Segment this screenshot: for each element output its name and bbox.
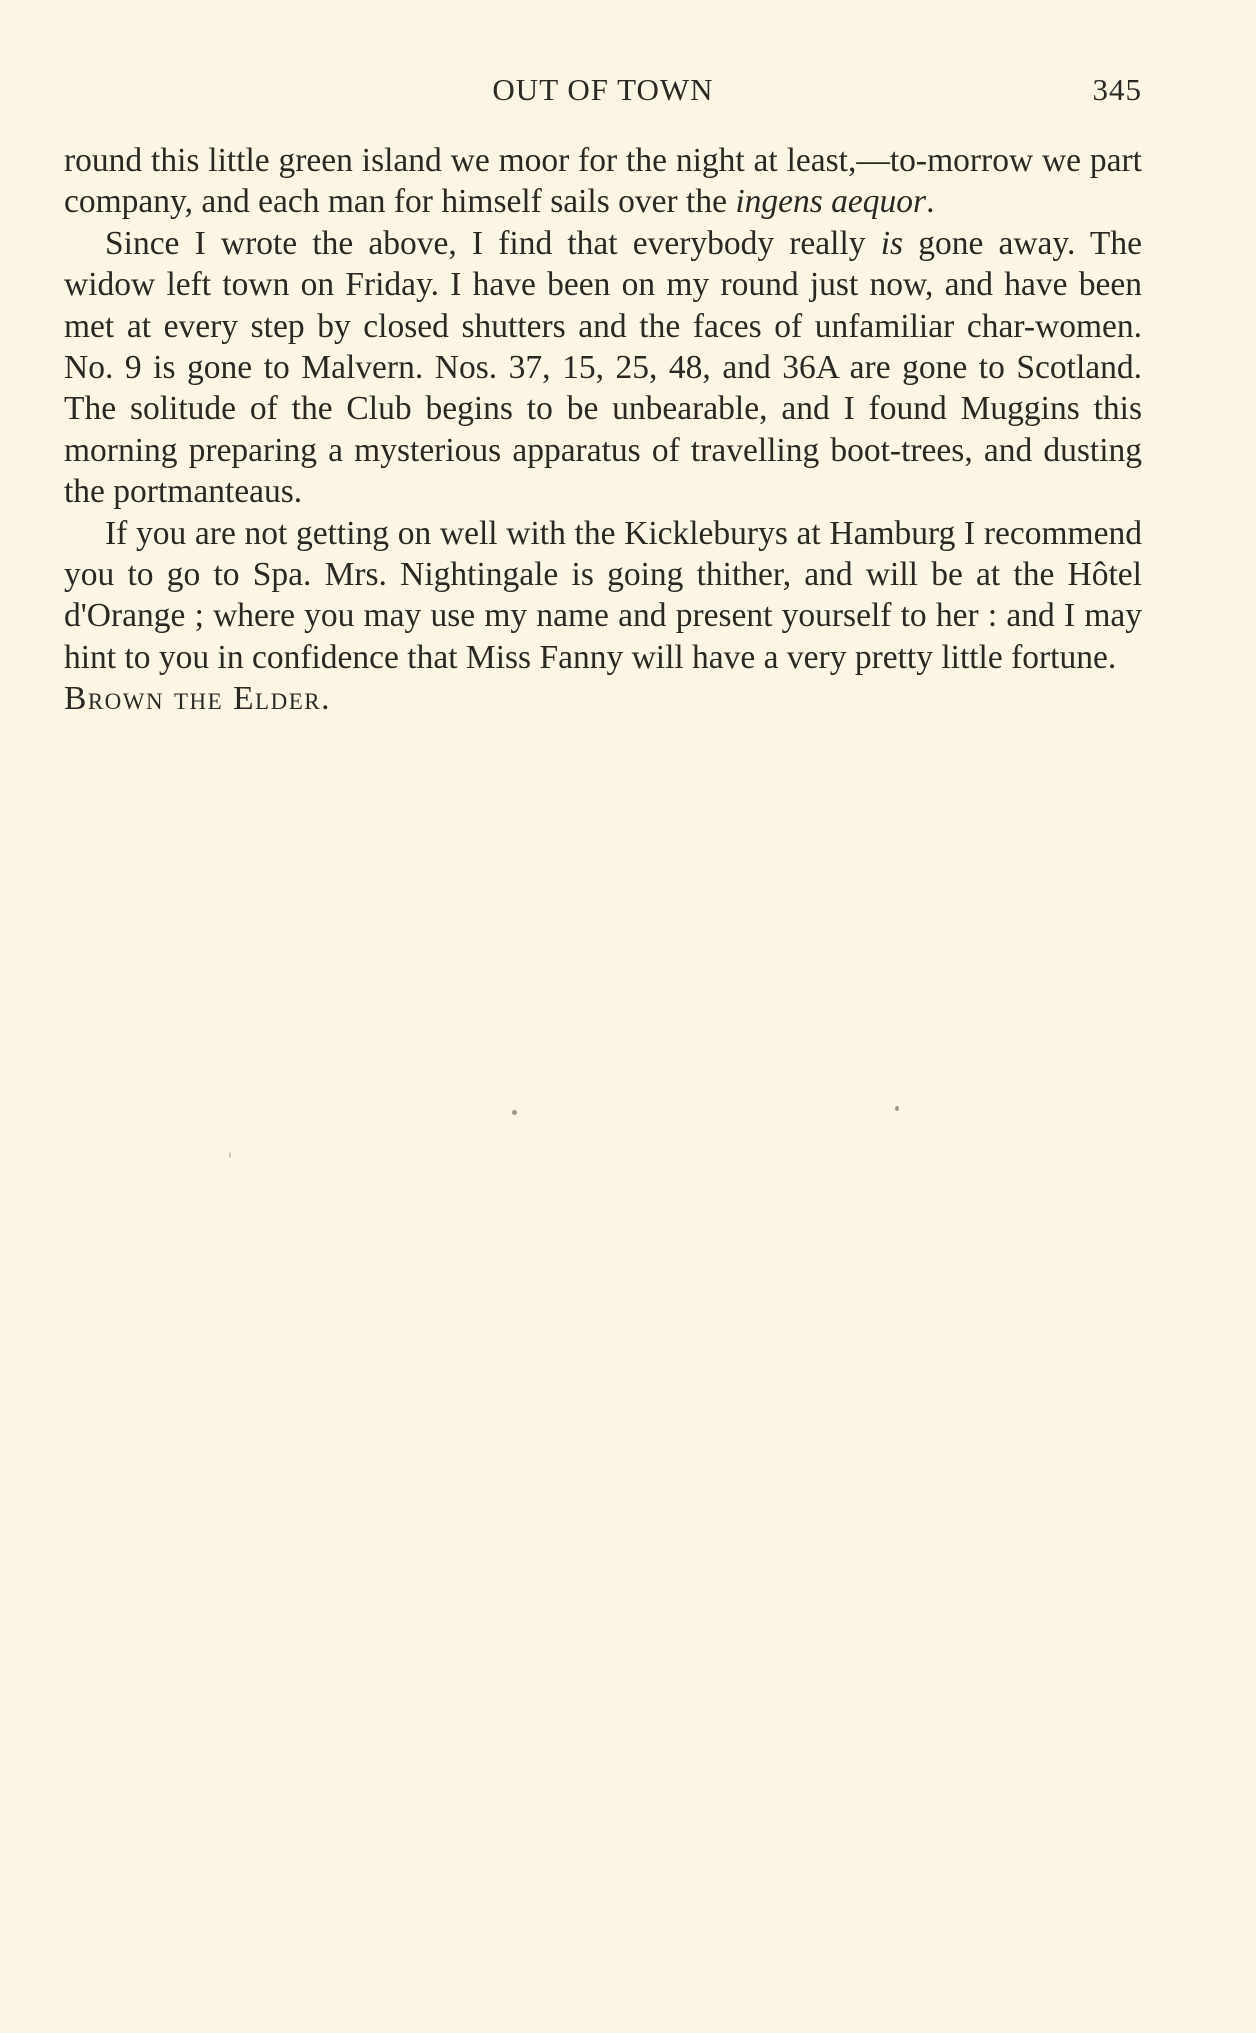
paragraph-1 — [64, 140, 1142, 223]
page-number: 345 — [1092, 72, 1142, 107]
paper-speck — [895, 1106, 899, 1111]
running-title: OUT OF TOWN — [492, 72, 714, 107]
body-text — [64, 140, 1142, 720]
paper-speck — [229, 1152, 231, 1158]
paragraph-3-text: If you are not getting on well with the Kickleburys at Hamburg I recommend you to go to Spa. Mrs. Nightingale is going thither, and will be at the Hôtel d'Orange ; where you may use my name and present yourself to her : and I may hint to you in confidence that Miss Fanny will have a very pretty little fortune. — [64, 514, 1142, 676]
paragraph-3 — [64, 513, 1142, 679]
signature: Brown the Elder. — [64, 680, 331, 718]
paragraph-1-text: round this little green island we moor for the night at least,—to-morrow we part company, and each man for himself sails over the — [64, 142, 1142, 221]
paper-speck — [512, 1110, 517, 1115]
paragraph-2-text-end: gone away. The widow left town on Friday. I have been on my round just now, and have been met at every step by closed shutters and the faces of unfamiliar char-women. No. 9 is gone to Malvern. Nos. 37, 15, 25, 48, and 36A are gone to Scotland. The solitude of the Club begins to be unbearable, and I found Muggins this morning preparing a mysterious apparatus of travelling boot-trees, and dusting the portmanteaus. — [64, 224, 1142, 511]
paragraph-2-text: Since I wrote the above, I find that everybody really — [105, 224, 881, 262]
running-head — [64, 72, 1142, 112]
paragraph-1-text-end: . — [926, 183, 935, 221]
paragraph-1-italic: ingens aequor — [735, 183, 927, 221]
paragraph-2-italic: is — [880, 224, 904, 262]
paragraph-2 — [64, 223, 1142, 513]
